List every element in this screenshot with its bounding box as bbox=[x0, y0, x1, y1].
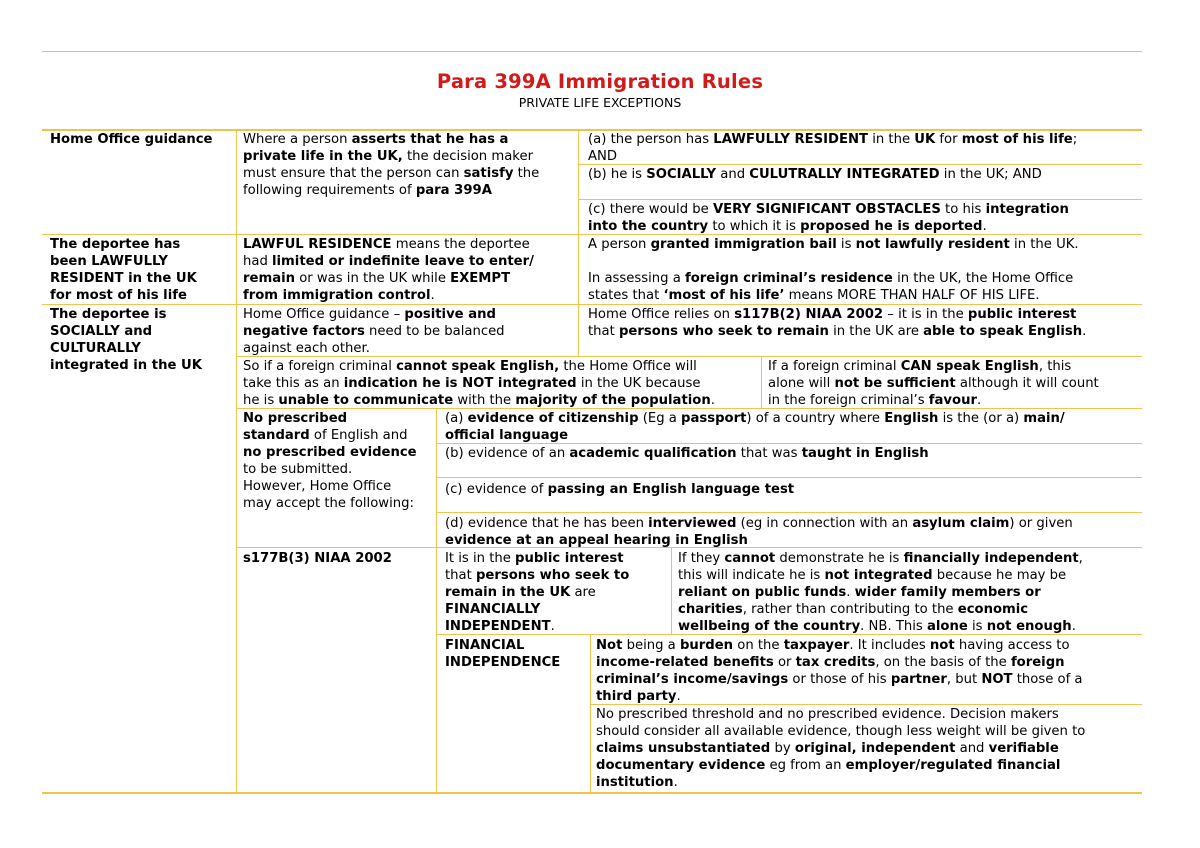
cell-line: he is unable to communicate with the majority of the population. bbox=[243, 393, 715, 408]
cell-line: SOCIALLY and bbox=[50, 324, 153, 339]
cell-line: Home Office guidance – positive and bbox=[243, 307, 496, 322]
cell-line: alone will not be sufficient although it will count bbox=[768, 376, 1099, 391]
page-subtitle: PRIVATE LIFE EXCEPTIONS bbox=[518, 95, 682, 110]
cell-cannot-speak-english bbox=[243, 358, 715, 409]
table-column-rule bbox=[236, 130, 237, 792]
cell-line: from immigration control. bbox=[243, 288, 435, 303]
cell-line: (c) evidence of passing an English language test bbox=[445, 482, 795, 497]
cell-positive-negative-factors bbox=[243, 306, 505, 357]
cell-line: remain or was in the UK while EXEMPT bbox=[243, 271, 511, 286]
cell-line: Where a person asserts that he has a bbox=[243, 132, 509, 147]
cell-line: In assessing a foreign criminal’s residence in the UK, the Home Office bbox=[588, 271, 1074, 286]
cell-line: into the country to which it is proposed he is deported. bbox=[588, 219, 987, 234]
table-column-rule bbox=[671, 547, 672, 634]
cell-line: reliant on public funds. wider family members or bbox=[678, 585, 1041, 600]
table-rule bbox=[578, 199, 1142, 200]
cell-line: to be submitted. bbox=[243, 462, 353, 477]
cell-line: LAWFUL RESIDENCE means the deportee bbox=[243, 237, 530, 252]
cell-line: Home Office guidance bbox=[50, 132, 213, 147]
cell-line: negative factors need to be balanced bbox=[243, 324, 505, 339]
cell-line: CULTURALLY bbox=[50, 341, 141, 356]
cell-line: states that ‘most of his life’ means MORE THAN HALF OF HIS LIFE. bbox=[588, 288, 1040, 303]
cell-evidence-b bbox=[445, 445, 929, 462]
cell-line bbox=[588, 253, 1079, 270]
cell-evidence-c bbox=[445, 481, 794, 498]
cell-line: been LAWFULLY bbox=[50, 254, 168, 269]
cell-line: (b) he is SOCIALLY and CULUTRALLY INTEGRATED in the UK; AND bbox=[588, 167, 1042, 182]
cell-line: must ensure that the person can satisfy the bbox=[243, 166, 540, 181]
cell-evidence-d bbox=[445, 515, 1073, 549]
cell-line: claims unsubstantiated by original, independent and verifiable bbox=[596, 741, 1059, 756]
cell-line: documentary evidence eg from an employer/regulated financial bbox=[596, 758, 1061, 773]
cell-s177b3-heading bbox=[243, 550, 392, 567]
cell-line: No prescribed bbox=[243, 411, 348, 426]
table-rule bbox=[436, 477, 1142, 478]
cell-evidence-a bbox=[445, 410, 1065, 444]
cell-requirement-b bbox=[588, 166, 1042, 183]
cell-line: income-related benefits or tax credits, on the basis of the foreign bbox=[596, 655, 1065, 670]
cell-line: in the foreign criminal’s favour. bbox=[768, 393, 982, 408]
cell-lawfully-resident-heading bbox=[50, 236, 197, 304]
cell-line: FINANCIALLY bbox=[445, 602, 541, 617]
table-rule bbox=[436, 512, 1142, 513]
cell-line: The deportee is bbox=[50, 307, 167, 322]
cell-line: (a) the person has LAWFULLY RESIDENT in the UK for most of his life; bbox=[588, 132, 1078, 147]
cell-line: (a) evidence of citizenship (Eg a passport) of a country where English is the (or a) main/ bbox=[445, 411, 1065, 426]
cell-line: official language bbox=[445, 428, 569, 443]
cell-line: If a foreign criminal CAN speak English, this bbox=[768, 359, 1072, 374]
cell-line: FINANCIAL bbox=[445, 638, 525, 653]
cell-line: AND bbox=[588, 149, 618, 164]
cell-line: standard of English and bbox=[243, 428, 408, 443]
table-column-rule bbox=[761, 356, 762, 408]
cell-can-speak-english bbox=[768, 358, 1099, 409]
cell-line: criminal’s income/savings or those of his partner, but NOT those of a bbox=[596, 672, 1083, 687]
cell-line: Home Office relies on s117B(2) NIAA 2002 – it is in the public interest bbox=[588, 307, 1077, 322]
cell-line: If they cannot demonstrate he is financially independent, bbox=[678, 551, 1083, 566]
cell-line: (b) evidence of an academic qualification that was taught in English bbox=[445, 446, 929, 461]
cell-line: INDEPENDENT. bbox=[445, 619, 555, 634]
table-column-rule bbox=[578, 130, 579, 356]
cell-line: that persons who seek to bbox=[445, 568, 630, 583]
table-bottom-rule bbox=[42, 792, 1142, 794]
cell-line: The deportee has bbox=[50, 237, 181, 252]
cell-requirement-a bbox=[588, 131, 1077, 165]
cell-line: private life in the UK, the decision maker bbox=[243, 149, 533, 164]
cell-line: integrated in the UK bbox=[50, 358, 202, 373]
cell-requirement-c bbox=[588, 201, 1069, 235]
cell-line: So if a foreign criminal cannot speak English, the Home Office will bbox=[243, 359, 697, 374]
page-title: Para 399A Immigration Rules bbox=[436, 70, 764, 93]
cell-line: However, Home Office bbox=[243, 479, 392, 494]
cell-socially-integrated-heading bbox=[50, 306, 202, 374]
cell-line: third party. bbox=[596, 689, 681, 704]
cell-line: RESIDENT in the UK bbox=[50, 271, 197, 286]
cell-line: should consider all available evidence, though less weight will be given to bbox=[596, 724, 1086, 739]
table-column-rule bbox=[590, 634, 591, 792]
cell-line: (d) evidence that he has been interviewed (eg in connection with an asylum claim) or given bbox=[445, 516, 1073, 531]
cell-line: s177B(3) NIAA 2002 bbox=[243, 551, 392, 566]
cell-line: for most of his life bbox=[50, 288, 187, 303]
cell-immigration-bail-note bbox=[588, 236, 1079, 304]
cell-not-a-burden bbox=[596, 637, 1083, 705]
table-column-rule bbox=[436, 408, 437, 792]
table-rule bbox=[42, 304, 1142, 305]
cell-line: (c) there would be VERY SIGNIFICANT OBSTACLES to his integration bbox=[588, 202, 1069, 217]
cell-line: A person granted immigration bail is not lawfully resident in the UK. bbox=[588, 237, 1079, 252]
cell-home-office-guidance-heading bbox=[50, 131, 212, 148]
cell-line: following requirements of para 399A bbox=[243, 183, 492, 198]
cell-line: remain in the UK are bbox=[445, 585, 596, 600]
cell-line: institution. bbox=[596, 775, 678, 790]
cell-line: wellbeing of the country. NB. This alone is not enough. bbox=[678, 619, 1076, 634]
cell-no-prescribed-threshold bbox=[596, 706, 1085, 791]
cell-line: had limited or indefinite leave to enter/ bbox=[243, 254, 534, 269]
cell-line: take this as an indication he is NOT integrated in the UK because bbox=[243, 376, 701, 391]
cell-private-life-assertion bbox=[243, 131, 539, 199]
cell-line: No prescribed threshold and no prescribed evidence. Decision makers bbox=[596, 707, 1059, 722]
top-rule bbox=[42, 51, 1142, 52]
cell-line: Not being a burden on the taxpayer. It includes not having access to bbox=[596, 638, 1070, 653]
cell-line: that persons who seek to remain in the UK are able to speak English. bbox=[588, 324, 1087, 339]
cell-financial-independence-heading bbox=[445, 637, 560, 671]
cell-s117b2-english bbox=[588, 306, 1086, 340]
cell-line: against each other. bbox=[243, 341, 370, 356]
cell-line: INDEPENDENCE bbox=[445, 655, 561, 670]
cell-financially-independent bbox=[445, 550, 629, 635]
cell-no-prescribed-standard bbox=[243, 410, 417, 512]
cell-line: this will indicate he is not integrated because he may be bbox=[678, 568, 1067, 583]
cell-line: no prescribed evidence bbox=[243, 445, 417, 460]
cell-line: It is in the public interest bbox=[445, 551, 624, 566]
cell-lawful-residence-definition bbox=[243, 236, 534, 304]
cell-line: may accept the following: bbox=[243, 496, 414, 511]
cell-not-financially-independent bbox=[678, 550, 1083, 635]
cell-line: charities, rather than contributing to the economic bbox=[678, 602, 1029, 617]
cell-line: evidence at an appeal hearing in English bbox=[445, 533, 748, 548]
